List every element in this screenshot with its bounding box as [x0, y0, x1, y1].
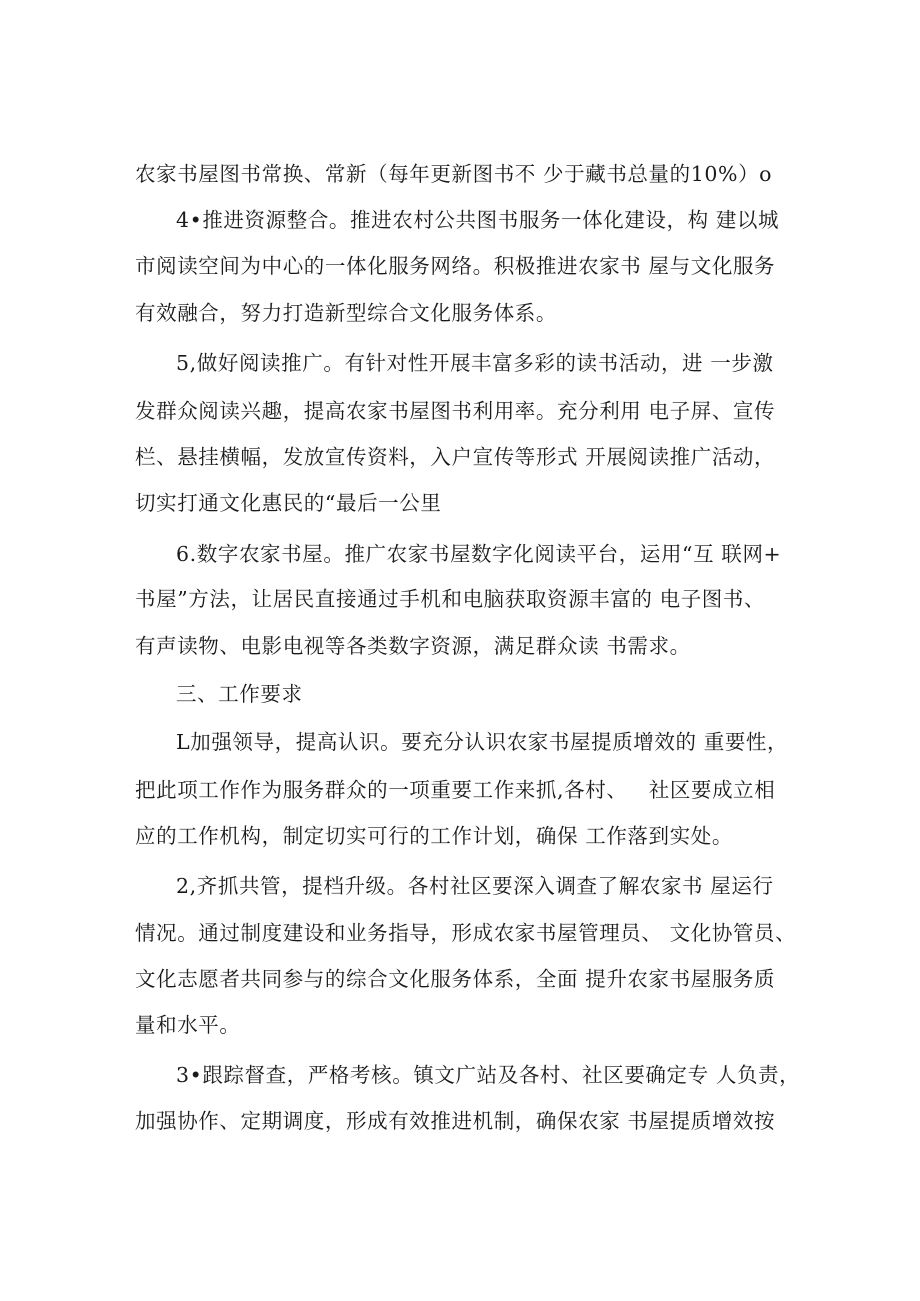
body-text-line: 加强协作、定期调度，形成有效推进机制，确保农家 书屋提质增效按	[135, 1109, 776, 1133]
body-text-line: L加强领导，提高认识。要充分认识农家书屋提质增效的 重要性，	[176, 730, 789, 754]
body-text-line: 有效融合，努力打造新型综合文化服务体系。	[135, 301, 557, 325]
section-heading: 三、工作要求	[176, 682, 303, 706]
body-text-line: 文化志愿者共同参与的综合文化服务体系，全面 提升农家书屋服务质	[135, 967, 776, 991]
body-text-line: 有声读物、电影电视等各类数字资源，满足群众读 书需求。	[135, 634, 691, 658]
body-text-line: 市阅读空间为中心的一体化服务网络。积极推进农家书 屋与文化服务	[135, 254, 776, 278]
body-text-line: 栏、悬挂横幅，发放宣传资料，入户宣传等形式 开展阅读推广活动，	[135, 445, 776, 469]
body-text-line: 2,齐抓共管，提档升级。各村社区要深入调查了解农家书 屋运行	[176, 874, 774, 898]
body-text-line: 切实打通文化惠民的“最后一公里	[135, 491, 442, 515]
body-text-line: 情况。通过制度建设和业务指导，形成农家书屋管理员、 文化协管员、	[135, 921, 797, 945]
body-text-line: 书屋”方法，让居民直接通过手机和电脑获取资源丰富的 电子图书、	[135, 587, 766, 611]
body-text-line: 农家书屋图书常换、常新（每年更新图书不 少于藏书总量的10%）o	[135, 162, 773, 186]
body-text-line: 发群众阅读兴趣，提高农家书屋图书利用率。充分利用 电子屏、宣传	[135, 399, 776, 423]
body-text-line: 4•推进资源整合。推进农村公共图书服务一体化建设，构 建以城	[176, 208, 780, 232]
body-text-line: 量和水平。	[135, 1013, 241, 1037]
body-text-line: 6.数字农家书屋。推广农家书屋数字化阅读平台，运用“互 联网+	[176, 542, 782, 566]
body-text-line: 应的工作机构，制定切实可行的工作计划，确保 工作落到实处。	[135, 824, 733, 848]
body-text-line: 3•跟踪督查，严格考核。镇文广站及各村、社区要确定专 人负责，	[176, 1063, 801, 1087]
body-text-line: 5,做好阅读推广。有针对性开展丰富多彩的读书活动，进 一步激	[176, 351, 774, 375]
body-text-line: 把此项工作作为服务群众的一项重要工作来抓,各村、 社区要成立相	[135, 778, 776, 802]
